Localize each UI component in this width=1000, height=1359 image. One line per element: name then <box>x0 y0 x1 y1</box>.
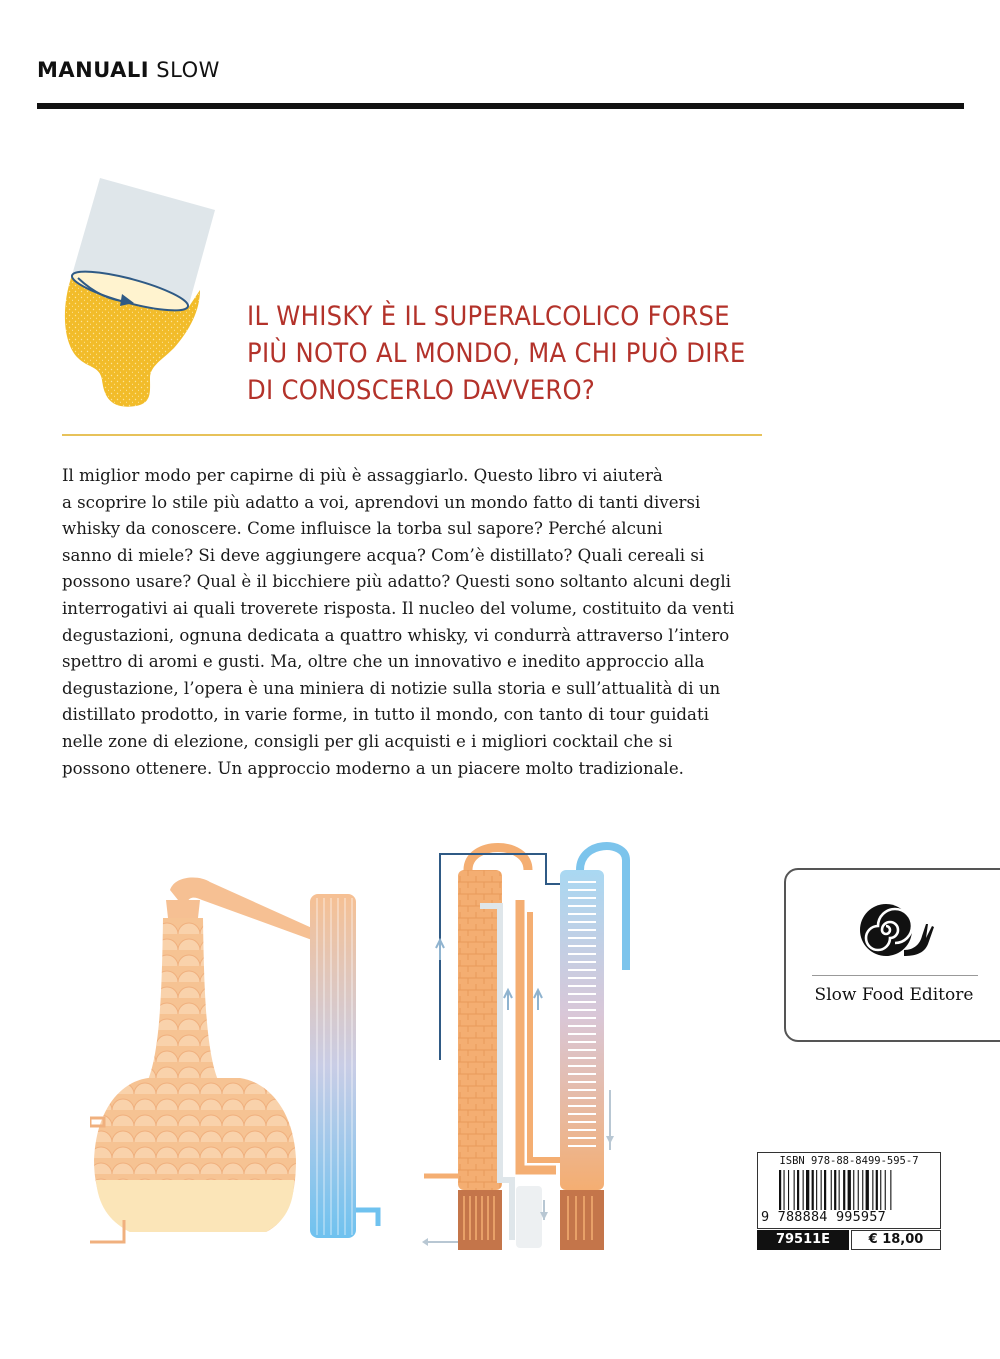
series-title <box>37 58 220 82</box>
barcode-bar <box>839 1170 840 1210</box>
divider-rule <box>62 434 762 436</box>
body-line: spettro di aromi e gusti. Ma, oltre che un innovativo e inedito approccio alla <box>62 652 705 672</box>
pot-still-illustration <box>90 870 400 1260</box>
publisher-box <box>784 868 1000 1042</box>
barcode-bar <box>803 1170 804 1210</box>
barcode-bar <box>848 1170 851 1210</box>
barcode-bar <box>821 1170 822 1210</box>
barcode-bar <box>797 1170 799 1210</box>
body-line: distillato prodotto, in varie forme, in tutto il mondo, con tanto di tour guidati <box>62 705 709 725</box>
body-text <box>62 463 782 782</box>
barcode-bar <box>831 1170 832 1210</box>
barcode-block <box>757 1152 941 1250</box>
series-name-bold: MANUALI <box>37 58 150 82</box>
isbn-text: ISBN 978-88-8499-595-7 <box>779 1155 919 1167</box>
headline-line: DI CONOSCERLO DAVVERO? <box>247 375 596 406</box>
publisher-rule <box>812 975 978 976</box>
barcode-bar <box>862 1170 863 1210</box>
barcode-bar <box>779 1170 781 1210</box>
header-rule <box>37 103 964 109</box>
barcode-bar <box>880 1170 881 1210</box>
barcode-bar <box>858 1170 859 1210</box>
body-line: degustazioni, ognuna dedicata a quattro whisky, vi condurrà attraverso l’intero <box>62 625 730 645</box>
headline-line: IL WHISKY È IL SUPERALCOLICO FORSE <box>247 301 730 332</box>
barcode-bar <box>834 1170 836 1210</box>
barcode-digits: 9 788884 995957 <box>761 1209 886 1225</box>
body-line: interrogativi ai quali troverete risposta. Il nucleo del volume, costituito da venti <box>62 598 735 618</box>
barcode-bar <box>885 1170 886 1210</box>
headline-line: PIÙ NOTO AL MONDO, MA CHI PUÒ DIRE <box>247 338 746 369</box>
body-line: a scoprire lo stile più adatto a voi, aprendovi un mondo fatto di tanti diversi <box>62 492 701 512</box>
barcode-bars <box>779 1170 923 1210</box>
barcode-bar <box>876 1170 878 1210</box>
publisher-name: Slow Food Editore <box>814 985 974 1005</box>
barcode-bar <box>794 1170 795 1210</box>
barcode-bar <box>788 1170 789 1210</box>
price-label: € 18,00 <box>851 1230 941 1250</box>
barcode-bar <box>843 1170 845 1210</box>
column-still-illustration <box>420 840 650 1260</box>
barcode-bar <box>816 1170 817 1210</box>
snail-icon <box>856 900 938 960</box>
body-line: whisky da conoscere. Come influisce la torba sul sapore? Perché alcuni <box>62 519 663 539</box>
product-code: 79511E <box>757 1230 849 1250</box>
barcode-bar <box>806 1170 809 1210</box>
barcode-bar <box>872 1170 873 1210</box>
barcode-bar <box>890 1170 891 1210</box>
body-line: degustazione, l’opera è una miniera di notizie sulla storia e sull’attualità di un <box>62 678 721 698</box>
body-line: nelle zone di elezione, consigli per gli acquisti e i migliori cocktail che si <box>62 731 673 751</box>
series-name-light: SLOW <box>156 58 220 82</box>
whisky-glass-illustration <box>50 170 230 420</box>
barcode-bar <box>812 1170 814 1210</box>
headline <box>247 298 807 409</box>
barcode-bar <box>866 1170 869 1210</box>
barcode-bar <box>784 1170 785 1210</box>
barcode-bar <box>824 1170 826 1210</box>
body-line: possono usare? Qual è il bicchiere più adatto? Questi sono soltanto alcuni degli <box>62 572 731 592</box>
barcode-bar <box>853 1170 854 1210</box>
body-line: Il miglior modo per capirne di più è assaggiarlo. Questo libro vi aiuterà <box>62 466 663 485</box>
body-line: sanno di miele? Si deve aggiungere acqua? Com’è distillato? Quali cereali si <box>62 545 705 565</box>
body-line: possono ottenere. Un approccio moderno a un piacere molto tradizionale. <box>62 758 684 778</box>
